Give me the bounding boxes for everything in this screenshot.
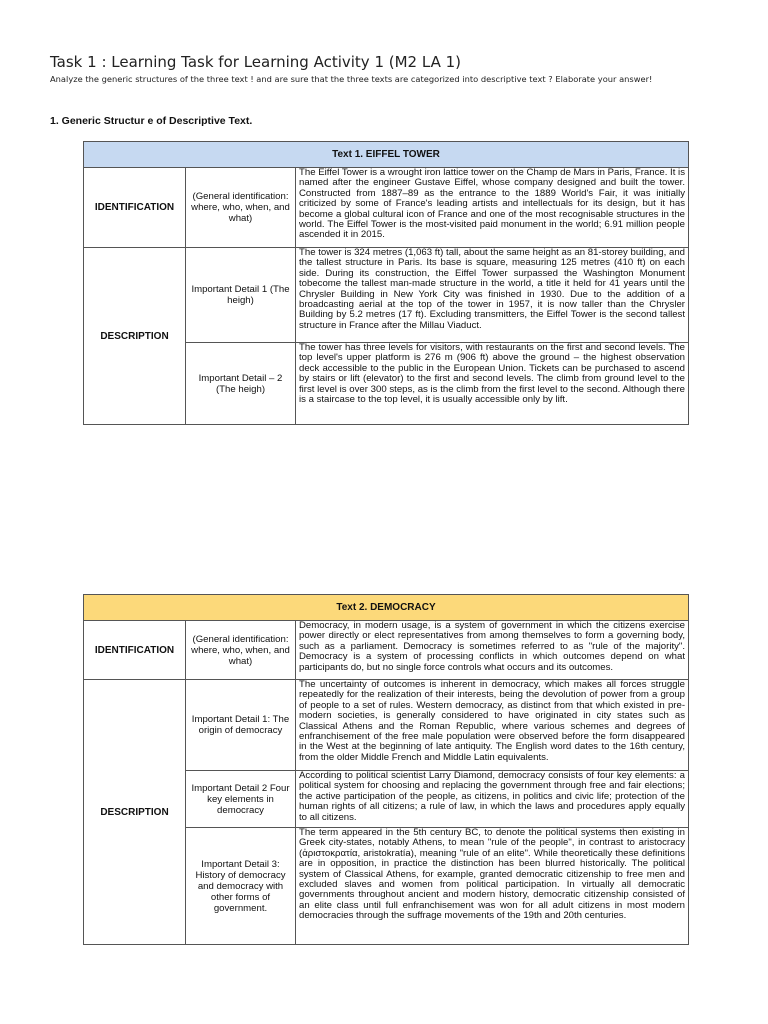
- text2-detail1-text: The uncertainty of outcomes is inherent in democracy, which makes all forces struggle repeatedly for the realization of their interests, being the devolution of power from a group of people to a set of rules. Western democracy, as distinct from that which existed in pre-modern societies, is generally considered to have originated in city states such as Classical Athens and the Roman Republic, where various schemes and degrees of enfranchisement of the free male population were observed before the form disappeared in the West at the beginning of late antiquity. The English word dates to the 16th century, from the older Middle French and Middle Latin equivalents.: [296, 680, 689, 771]
- text2-detail1-row: [84, 680, 689, 771]
- text2-detail3-text: The term appeared in the 5th century BC, to denote the political systems then existing in Greek city-states, notably Athens, to mean "rule of the people", in contrast to aristocracy (ἀριστοκρατία, aristokratía), meaning "rule of an elite". While theoretically these definitions are in opposition, in practice the distinction has been blurred historically. The political system of Classical Athens, for example, granted democratic citizenship to free men and excluded slaves and women from political participation. In virtually all democratic governments throughout ancient and modern history, democratic citizenship consisted of an elite class until full enfranchisement was won for all adult citizens in most modern democracies through the suffrage movements of the 19th and 20th centuries.: [296, 828, 689, 945]
- text2-identification-sub: (General identification: where, who, when, and what): [186, 621, 296, 680]
- text2-detail2-sub: Important Detail 2 Four key elements in democracy: [186, 771, 296, 828]
- text1-detail2-sub: Important Detail – 2 (The heigh): [186, 343, 296, 425]
- text2-description-label: DESCRIPTION: [84, 680, 186, 945]
- text1-identification-sub: (General identification: where, who, when, and what): [186, 168, 296, 248]
- text2-identification-row: [84, 621, 689, 680]
- text1-detail2-text: The tower has three levels for visitors, with restaurants on the first and second levels. The top level's upper platform is 276 m (906 ft) above the ground – the highest observation deck accessible to the public in the European Union. Tickets can be purchased to ascend by stairs or lift (elevator) to the first and second levels. The climb from ground level to the first level is over 300 steps, as is the climb from the first level to the second. Although there is a staircase to the top level, it is usually accessible only by lift.: [296, 343, 689, 425]
- section-heading: 1. Generic Structur e of Descriptive Text.: [50, 115, 253, 127]
- text2-detail1-sub: Important Detail 1: The origin of democracy: [186, 680, 296, 771]
- text1-identification-row: [84, 168, 689, 248]
- text2-header-row: [84, 595, 689, 621]
- text1-detail1-sub: Important Detail 1 (The heigh): [186, 248, 296, 343]
- text2-identification-text: Democracy, in modern usage, is a system of government in which the citizens exercise power directly or elect representatives from among themselves to form a governing body, such as a parliament. Democracy is sometimes referred to as "rule of the majority". Democracy is a system of processing conflicts in which outcomes depend on what participants do, but no single force controls what occurs and its outcomes.: [296, 621, 689, 680]
- page-title: Task 1 : Learning Task for Learning Activity 1 (M2 LA 1): [50, 53, 461, 71]
- text1-description-label: DESCRIPTION: [84, 248, 186, 425]
- text2-detail2-text: According to political scientist Larry Diamond, democracy consists of four key elements: a political system for choosing and replacing the government through free and fair elections; the active participation of the people, as citizens, in politics and civic life; protection of the human rights of all citizens; a rule of law, in which the laws and procedures apply equally to all citizens.: [296, 771, 689, 828]
- text1-detail1-row: [84, 248, 689, 343]
- text1-title: Text 1. EIFFEL TOWER: [84, 142, 689, 168]
- text2-table: [83, 594, 689, 945]
- text2-identification-label: IDENTIFICATION: [84, 621, 186, 680]
- text2-title: Text 2. DEMOCRACY: [84, 595, 689, 621]
- text1-identification-label: IDENTIFICATION: [84, 168, 186, 248]
- task-instruction: Analyze the generic structures of the three text ! and are sure that the three texts are categorized into descriptive text ? Elaborate your answer!: [50, 74, 653, 84]
- text1-detail1-text: The tower is 324 metres (1,063 ft) tall, about the same height as an 81-storey building, and the tallest structure in Paris. Its base is square, measuring 125 metres (410 ft) on each side. During its construction, the Eiffel Tower surpassed the Washington Monument tobecome the tallest man-made structure in the world, a title it held for 41 years until the Chrysler Building in New York City was finished in 1930. Due to the addition of a broadcasting aerial at the top of the tower in 1957, it is now taller than the Chrysler Building by 5.2 metres (17 ft). Excluding transmitters, the Eiffel Tower is the second tallest structure in France after the Millau Viaduct.: [296, 248, 689, 343]
- text2-detail3-sub: Important Detail 3: History of democracy and democracy with other forms of government.: [186, 828, 296, 945]
- text1-identification-text: The Eiffel Tower is a wrought iron lattice tower on the Champ de Mars in Paris, France. It is named after the engineer Gustave Eiffel, whose company designed and built the tower. Constructed from 1887–89 as the entrance to the 1889 World's Fair, it was initially criticized by some of France's leading artists and intellectuals for its design, but it has become a global cultural icon of France and one of the most recognisable structures in the world. The Eiffel Tower is the most-visited paid monument in the world; 6.91 million people ascended it in 2015.: [296, 168, 689, 248]
- text1-table: [83, 141, 689, 425]
- text1-header-row: [84, 142, 689, 168]
